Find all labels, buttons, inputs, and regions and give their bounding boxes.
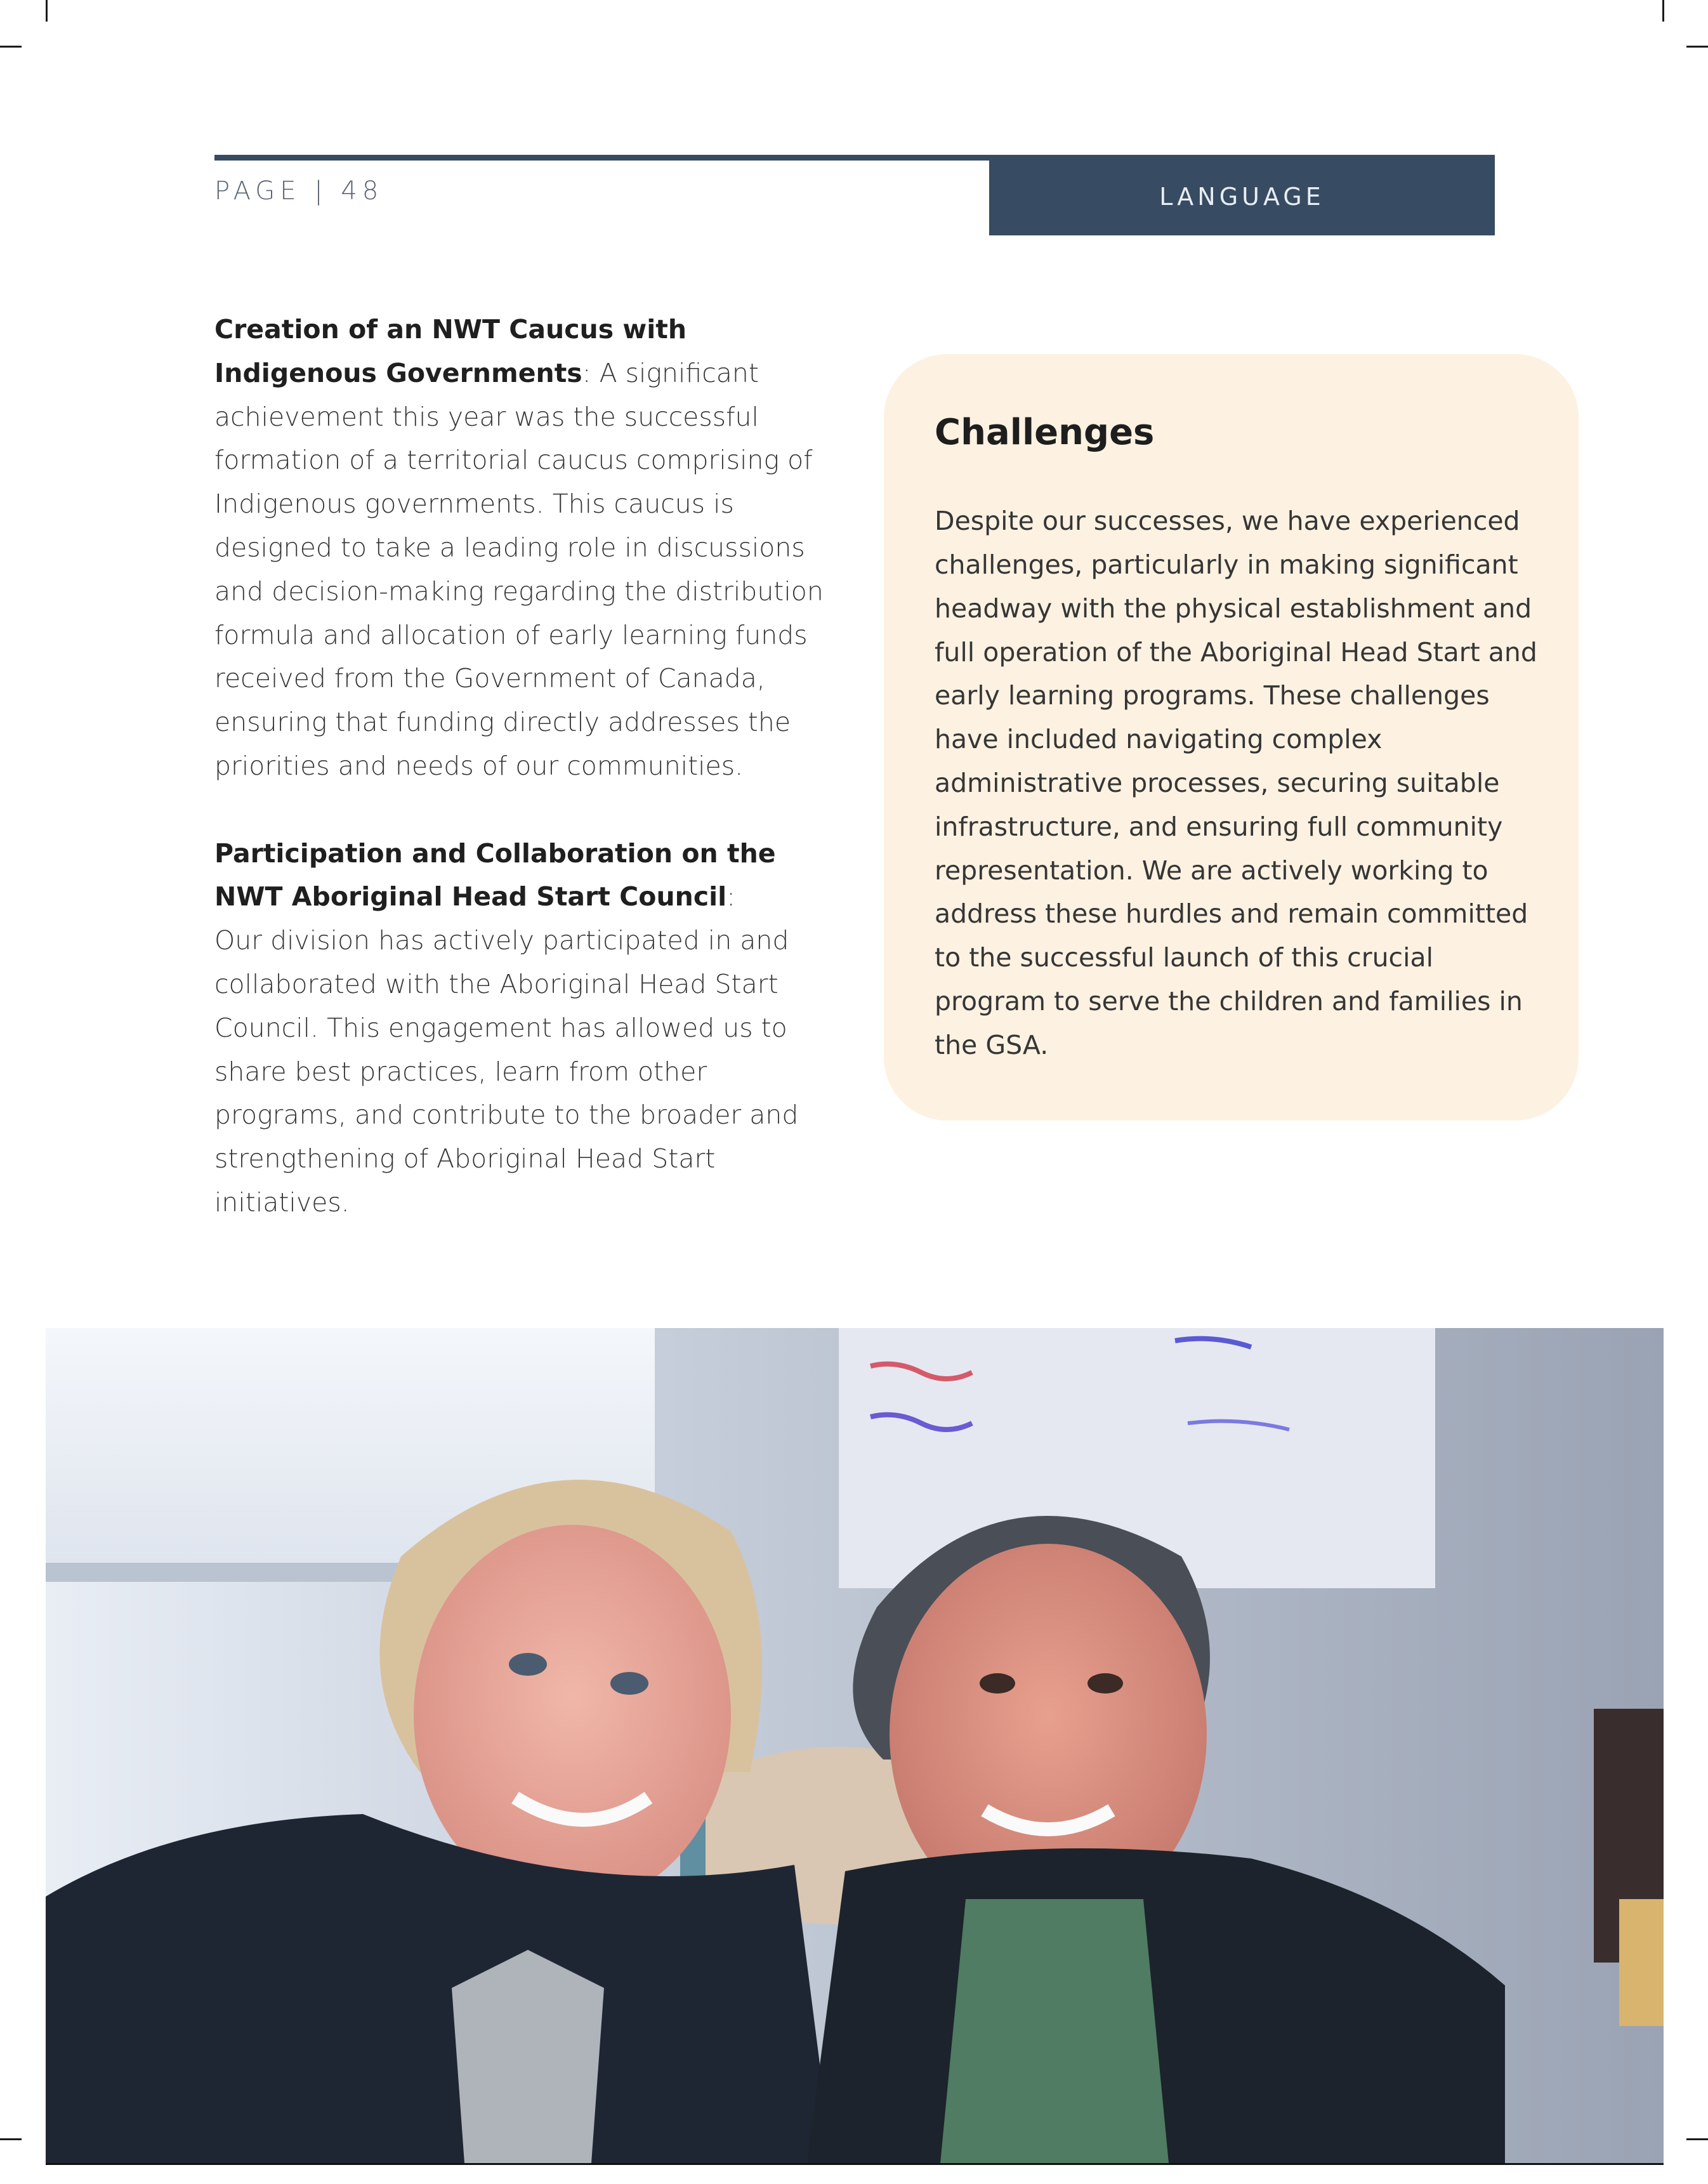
crop-mark-top-left-horizontal	[0, 46, 22, 48]
council-body: Our division has actively participated in and collaborated with the Aboriginal Head Start Council. This engagement has allowed us to share best practices, learn from other programs, and contribute to the broader and strengthening of Aboriginal Head Start initiatives.	[214, 925, 799, 1218]
left-column	[214, 308, 824, 1225]
section-tab-label: LANGUAGE	[1159, 182, 1325, 211]
page-number: PAGE | 48	[214, 176, 384, 206]
crop-mark-top-right-vertical	[1662, 0, 1664, 22]
section-tab	[989, 157, 1495, 235]
challenges-box	[884, 354, 1579, 1121]
council-separator: :	[726, 881, 736, 912]
crop-mark-bottom-left-horizontal	[0, 2138, 22, 2140]
bottom-rule	[46, 2163, 1664, 2165]
caucus-paragraph	[214, 308, 824, 788]
crop-mark-bottom-right-horizontal	[1686, 2138, 1708, 2140]
paragraph-gap	[214, 788, 824, 832]
council-heading: Participation and Collaboration on the NWT Aboriginal Head Start Council	[214, 838, 776, 912]
photo-two-women-smiling	[46, 1328, 1664, 2163]
challenges-title: Challenges	[935, 412, 1155, 453]
photo-illustration	[46, 1328, 1664, 2163]
caucus-separator: :	[582, 357, 600, 388]
crop-mark-top-right-horizontal	[1686, 46, 1708, 48]
caucus-body: A significant achievement this year was the successful formation of a territorial caucus comprising of Indigenous governments. This caucus is designed to take a leading role in discussions and decision-making regarding the distribution formula and allocation of early learning funds received from the Government of Canada, ensuring that funding directly addresses the priorities and needs of our communities.	[214, 357, 824, 781]
caucus-heading: Creation of an NWT Caucus with Indigenous Governments	[214, 314, 687, 388]
council-paragraph	[214, 832, 824, 1225]
challenges-body: Despite our successes, we have experienced challenges, particularly in making significant headway with the physical establishment and full operation of the Aboriginal Head Start and early learning programs. These challenges have included navigating complex administrative processes, securing suitable infrastructure, and ensuring full community representation. We are actively working to address these hurdles and remain committed to the successful launch of this crucial program to serve the children and families in the GSA.	[935, 506, 1537, 1060]
crop-mark-top-left-vertical	[46, 0, 48, 22]
